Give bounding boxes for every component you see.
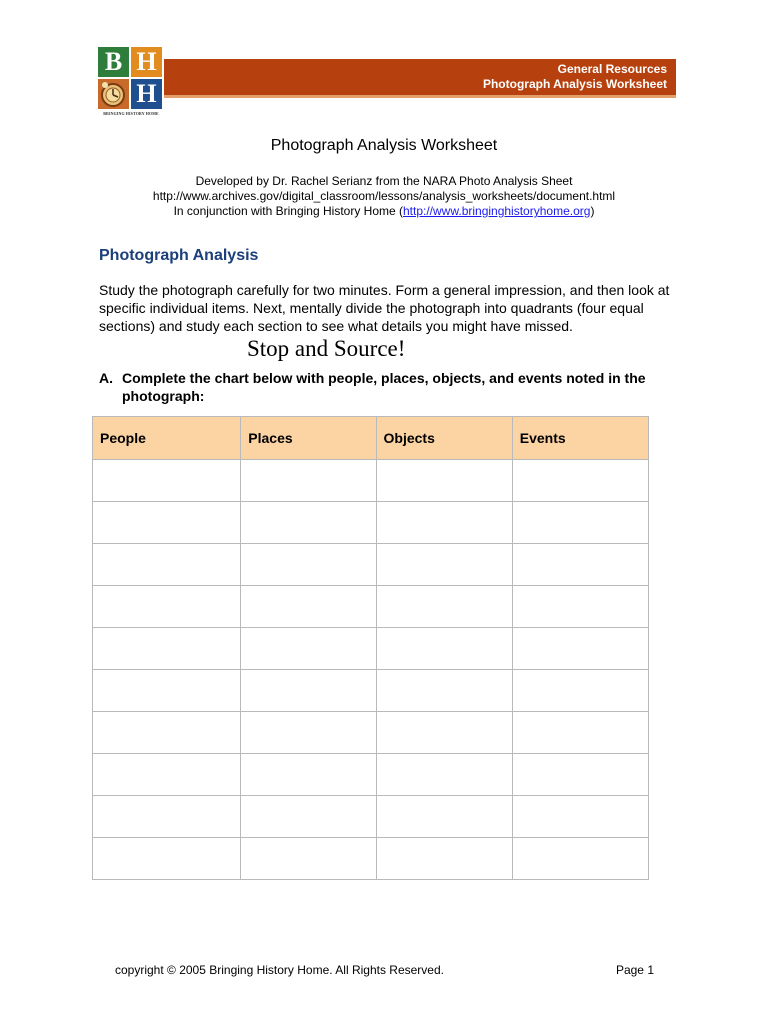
cell-objects[interactable] xyxy=(376,670,512,712)
cell-people[interactable] xyxy=(93,502,241,544)
header-places: Places xyxy=(241,417,376,460)
table-row xyxy=(93,796,649,838)
cell-objects[interactable] xyxy=(376,754,512,796)
header-category: General Resources xyxy=(557,62,667,76)
table-row xyxy=(93,586,649,628)
logo-grid xyxy=(98,47,164,111)
cell-people[interactable] xyxy=(93,838,241,880)
header-band xyxy=(164,59,676,98)
cell-people[interactable] xyxy=(93,628,241,670)
cell-places[interactable] xyxy=(241,628,376,670)
cell-objects[interactable] xyxy=(376,712,512,754)
table-row xyxy=(93,754,649,796)
footer-page-number: Page 1 xyxy=(615,963,654,977)
bringing-history-home-link[interactable]: http://www.bringinghistoryhome.org xyxy=(403,204,591,218)
cell-events[interactable] xyxy=(512,628,648,670)
credits-source-url: http://www.archives.gov/digital_classroom/lessons/analysis_worksheets/document.html xyxy=(152,189,616,203)
cell-objects[interactable] xyxy=(376,796,512,838)
cell-events[interactable] xyxy=(512,712,648,754)
cell-places[interactable] xyxy=(241,670,376,712)
cell-objects[interactable] xyxy=(376,544,512,586)
table-row xyxy=(93,544,649,586)
cell-events[interactable] xyxy=(512,586,648,628)
chart-body xyxy=(93,460,649,880)
header-people: People xyxy=(93,417,241,460)
cell-objects[interactable] xyxy=(376,586,512,628)
cell-events[interactable] xyxy=(512,670,648,712)
credits-partner-suffix: ) xyxy=(590,204,595,218)
stop-and-source-note: Stop and Source! xyxy=(247,336,406,361)
header-objects: Objects xyxy=(376,417,512,460)
analysis-chart xyxy=(92,416,649,880)
cell-places[interactable] xyxy=(241,754,376,796)
page-title: Photograph Analysis Worksheet xyxy=(270,137,498,154)
logo-letter-h-bottom: H xyxy=(131,79,162,109)
cell-places[interactable] xyxy=(241,460,376,502)
cell-people[interactable] xyxy=(93,796,241,838)
credits-partner-prefix: In conjunction with Bringing History Home ( xyxy=(173,204,403,218)
cell-places[interactable] xyxy=(241,586,376,628)
cell-places[interactable] xyxy=(241,712,376,754)
credits-author: Developed by Dr. Rachel Serianz from the NARA Photo Analysis Sheet xyxy=(195,174,573,188)
logo-caption: BRINGING HISTORY HOME xyxy=(103,111,159,116)
cell-objects[interactable] xyxy=(376,838,512,880)
cell-people[interactable] xyxy=(93,544,241,586)
table-row xyxy=(93,712,649,754)
cell-places[interactable] xyxy=(241,544,376,586)
header-document-name: Photograph Analysis Worksheet xyxy=(482,77,667,91)
section-heading: Photograph Analysis xyxy=(99,247,259,264)
cell-people[interactable] xyxy=(93,460,241,502)
cell-people[interactable] xyxy=(93,586,241,628)
logo-clock-image xyxy=(98,79,129,109)
cell-objects[interactable] xyxy=(376,502,512,544)
table-row xyxy=(93,460,649,502)
table-row xyxy=(93,670,649,712)
header-text xyxy=(483,62,667,92)
header-events: Events xyxy=(512,417,648,460)
credits xyxy=(0,174,768,219)
cell-people[interactable] xyxy=(93,754,241,796)
cell-events[interactable] xyxy=(512,838,648,880)
cell-people[interactable] xyxy=(93,670,241,712)
cell-events[interactable] xyxy=(512,502,648,544)
cell-events[interactable] xyxy=(512,544,648,586)
question-letter: A. xyxy=(99,370,113,386)
question-text: Complete the chart below with people, places, objects, and events noted in the photograph: xyxy=(122,370,646,404)
footer-copyright: copyright © 2005 Bringing History Home. All Rights Reserved. xyxy=(115,963,444,977)
cell-events[interactable] xyxy=(512,796,648,838)
cell-places[interactable] xyxy=(241,838,376,880)
bringing-history-home-logo xyxy=(98,47,164,119)
intro-paragraph: Study the photograph carefully for two minutes. Form a general impression, and then look at specific individual items. Next, mentally divide the photograph into quadrants (four equal sections) and study each section to see what details you might have missed. xyxy=(99,282,670,334)
cell-events[interactable] xyxy=(512,754,648,796)
logo-letter-b: B xyxy=(98,47,129,77)
table-row xyxy=(93,502,649,544)
cell-objects[interactable] xyxy=(376,628,512,670)
chart-header-row xyxy=(93,417,649,460)
logo-letter-h-top: H xyxy=(131,47,162,77)
credits-partner xyxy=(0,204,768,219)
cell-places[interactable] xyxy=(241,502,376,544)
cell-objects[interactable] xyxy=(376,460,512,502)
cell-events[interactable] xyxy=(512,460,648,502)
clock-icon xyxy=(98,79,129,109)
cell-places[interactable] xyxy=(241,796,376,838)
cell-people[interactable] xyxy=(93,712,241,754)
table-row xyxy=(93,628,649,670)
table-row xyxy=(93,838,649,880)
